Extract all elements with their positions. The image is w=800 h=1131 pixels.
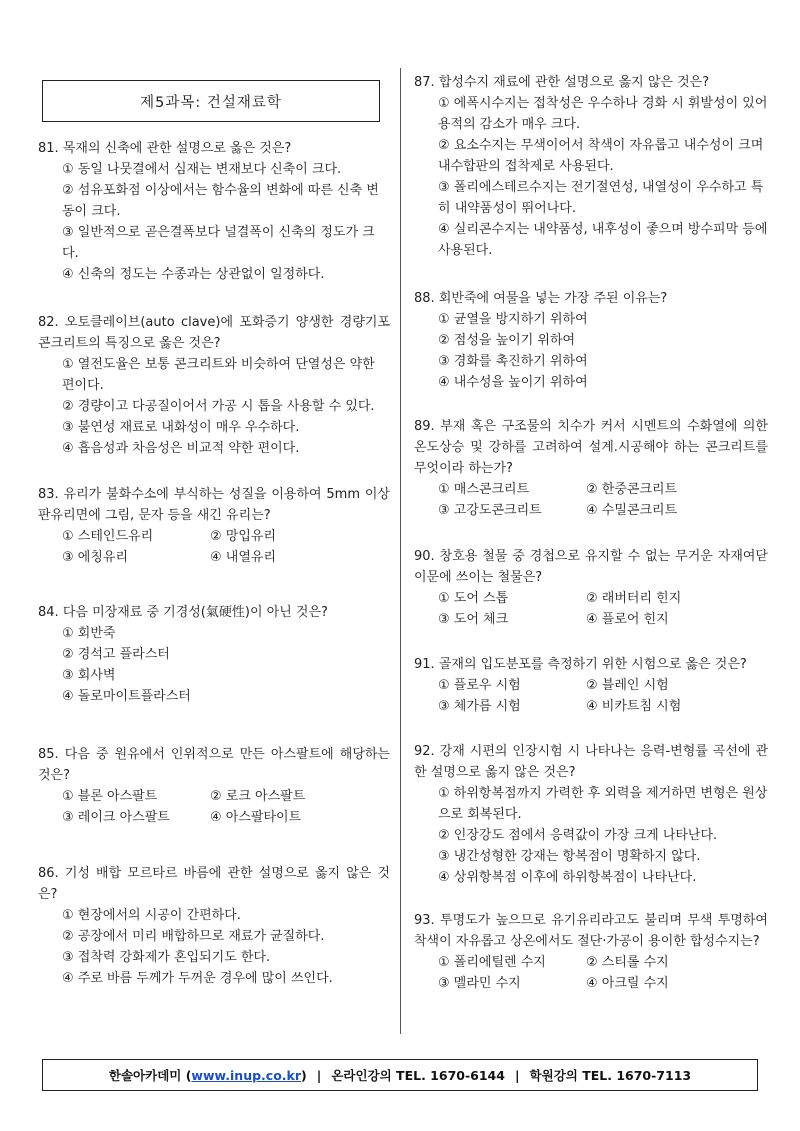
option[interactable]: ② 한중콘크리트 — [586, 482, 678, 497]
question-84: 84. 다음 미장재료 중 기경성(氣硬性)이 아닌 것은? ① 회반죽 ② 경석고 플라스터 ③ 회사벽 ④ 돌로마이트플라스터 — [38, 602, 390, 707]
question-text: 부재 혹은 구조물의 치수가 커서 시멘트의 수화열에 의한 온도상승 및 강하를 고려하여 설계.시공해야 하는 콘크리트를 무엇이라 하는가? — [414, 419, 768, 476]
option[interactable]: ① 동일 나뭇결에서 심재는 변재보다 신축이 크다. — [62, 162, 342, 177]
question-text: 목재의 신축에 관한 설명으로 옳은 것은? — [62, 141, 292, 156]
footer-academy: 한솔아카데미 — [108, 1068, 182, 1083]
question-text: 합성수지 재료에 관한 설명으로 옳지 않은 것은? — [438, 75, 710, 90]
option[interactable]: ① 블론 아스팔트 — [62, 789, 158, 804]
option[interactable]: ① 열전도율은 보통 콘크리트와 비슷하여 단열성은 약한 편이다. — [62, 357, 375, 393]
option[interactable]: ① 현장에서의 시공이 간편하다. — [62, 908, 241, 923]
question-text: 창호용 철물 중 경첩으로 유지할 수 없는 무거운 자재여닫이문에 쓰이는 철물은? — [414, 549, 768, 585]
question-92: 92. 강재 시편의 인장시험 시 나타나는 응력-변형률 곡선에 관한 설명으로 옳지 않은 것은? ① 하위항복점까지 가력한 후 외력을 제거하면 변형은 원상으로 회복된다. ② 인장강도 점에서 응력값이 가장 크게 나타난다. ③ 냉간성형한 강재는 항복점이 명확하지 않다. ④ 상위항복점 이후에 하위항복점이 나타난다. — [414, 741, 768, 888]
question-text: 다음 중 원유에서 인위적으로 만든 아스팔트에 해당하는 것은? — [38, 747, 390, 783]
option[interactable]: ④ 상위항복점 이후에 하위항복점이 나타난다. — [438, 870, 697, 885]
question-82: 82. 오토클레이브(auto clave)에 포화증기 양생한 경량기포콘크리트의 특징으로 옳은 것은? ① 열전도율은 보통 콘크리트와 비슷하여 단열성은 약한 편이다. ② 경량이고 다공질이어서 가공 시 톱을 사용할 수 있다. ③ 불연성 재료로 내화성이 매우 우수하다. ④ 흡음성과 차음성은 비교적 약한 편이다. — [38, 312, 390, 459]
footer-offline-phone: 학원강의 TEL. 1670-7113 — [529, 1068, 692, 1083]
option[interactable]: ④ 돌로마이트플라스터 — [62, 689, 191, 704]
option[interactable]: ② 망입유리 — [210, 529, 277, 544]
option[interactable]: ② 점성을 높이기 위하여 — [438, 333, 576, 348]
option[interactable]: ③ 체가름 시험 — [438, 699, 521, 714]
option[interactable]: ② 경석고 플라스터 — [62, 647, 170, 662]
question-text: 유리가 불화수소에 부식하는 성질을 이용하여 5mm 이상 판유리면에 그림, 문자 등을 새긴 유리는? — [38, 487, 390, 523]
option[interactable]: ① 회반죽 — [62, 626, 116, 641]
question-text: 기성 배합 모르타르 바름에 관한 설명으로 옳지 않은 것은? — [38, 866, 390, 902]
footer-separator: | — [316, 1067, 322, 1083]
option[interactable]: ④ 내열유리 — [210, 550, 277, 565]
option[interactable]: ③ 일반적으로 곧은결폭보다 널결폭이 신축의 정도가 크다. — [62, 225, 375, 261]
option[interactable]: ③ 고강도콘크리트 — [438, 503, 542, 518]
question-text: 오토클레이브(auto clave)에 포화증기 양생한 경량기포콘크리트의 특징으로 옳은 것은? — [38, 315, 390, 351]
option[interactable]: ② 블레인 시험 — [586, 678, 669, 693]
option[interactable]: ④ 수밀콘크리트 — [586, 503, 678, 518]
question-text: 회반죽에 여물을 넣는 가장 주된 이유는? — [438, 291, 668, 306]
footer-bar: 한솔아카데미 ( www.inup.co.kr ) | 온라인강의 TEL. 1670-6144 | 학원강의 TEL. 1670-7113 — [42, 1059, 758, 1091]
footer-separator: | — [514, 1067, 520, 1083]
option[interactable]: ② 공장에서 미리 배합하므로 재료가 균질하다. — [62, 929, 325, 944]
option[interactable]: ③ 멜라민 수지 — [438, 976, 521, 991]
question-86: 86. 기성 배합 모르타르 바름에 관한 설명으로 옳지 않은 것은? ① 현장에서의 시공이 간편하다. ② 공장에서 미리 배합하므로 재료가 균질하다. ③ 접착력 강화제가 혼입되기도 한다. ④ 주로 바름 두께가 두꺼운 경우에 많이 쓰인다. — [38, 863, 390, 989]
option[interactable]: ④ 플로어 힌지 — [586, 612, 669, 627]
option[interactable]: ① 폴리에틸렌 수지 — [438, 955, 546, 970]
option[interactable]: ③ 회사벽 — [62, 668, 116, 683]
option[interactable]: ④ 신축의 정도는 수종과는 상관없이 일정하다. — [62, 267, 325, 282]
option[interactable]: ① 균열을 방지하기 위하여 — [438, 312, 588, 327]
option[interactable]: ① 스테인드유리 — [62, 529, 154, 544]
option[interactable]: ① 매스콘크리트 — [438, 482, 530, 497]
question-90: 90. 창호용 철물 중 경첩으로 유지할 수 없는 무거운 자재여닫이문에 쓰이는 철물은? ① 도어 스톱 ② 래버터리 힌지 ③ 도어 체크 ④ 플로어 힌지 — [414, 546, 768, 630]
option[interactable]: ② 인장강도 점에서 응력값이 가장 크게 나타난다. — [438, 828, 718, 843]
footer-url-link[interactable]: www.inup.co.kr — [191, 1067, 302, 1083]
option[interactable]: ④ 주로 바름 두께가 두꺼운 경우에 많이 쓰인다. — [62, 971, 333, 986]
option[interactable]: ② 요소수지는 무색이어서 착색이 자유롭고 내수성이 크며 내수합판의 접착제로 사용된다. — [438, 138, 764, 174]
option[interactable]: ③ 불연성 재료로 내화성이 매우 우수하다. — [62, 420, 300, 435]
option[interactable]: ③ 냉간성형한 강재는 항복점이 명확하지 않다. — [438, 849, 701, 864]
option[interactable]: ④ 아스팔타이트 — [210, 810, 302, 825]
option[interactable]: ④ 실리콘수지는 내약품성, 내후성이 좋으며 방수피막 등에 사용된다. — [438, 222, 768, 258]
question-88: 88. 회반죽에 여물을 넣는 가장 주된 이유는? ① 균열을 방지하기 위하여 ② 점성을 높이기 위하여 ③ 경화를 촉진하기 위하여 ④ 내수성을 높이기 위하여 — [414, 288, 768, 393]
option[interactable]: ④ 아크릴 수지 — [586, 976, 669, 991]
question-83: 83. 유리가 불화수소에 부식하는 성질을 이용하여 5mm 이상 판유리면에 그림, 문자 등을 새긴 유리는? ① 스테인드유리 ② 망입유리 ③ 에칭유리 ④ 내열유리 — [38, 484, 390, 568]
option[interactable]: ③ 도어 체크 — [438, 612, 509, 627]
question-91: 91. 골재의 입도분포를 측정하기 위한 시험으로 옳은 것은? ① 플로우 시험 ② 블레인 시험 ③ 체가름 시험 ④ 비카트침 시험 — [414, 654, 768, 717]
question-85: 85. 다음 중 원유에서 인위적으로 만든 아스팔트에 해당하는 것은? ① 블론 아스팔트 ② 로크 아스팔트 ③ 레이크 아스팔트 ④ 아스팔타이트 — [38, 744, 390, 828]
option[interactable]: ① 도어 스톱 — [438, 591, 509, 606]
option[interactable]: ② 래버터리 힌지 — [586, 591, 682, 606]
option[interactable]: ③ 경화를 촉진하기 위하여 — [438, 354, 588, 369]
option[interactable]: ① 플로우 시험 — [438, 678, 521, 693]
question-93: 93. 투명도가 높으므로 유기유리라고도 불리며 무색 투명하여 착색이 자유롭고 상온에서도 절단·가공이 용이한 합성수지는? ① 폴리에틸렌 수지 ② 스티롤 수지 ③ 멜라민 수지 ④ 아크릴 수지 — [414, 910, 768, 994]
option[interactable]: ③ 접착력 강화제가 혼입되기도 한다. — [62, 950, 271, 965]
question-text: 투명도가 높으므로 유기유리라고도 불리며 무색 투명하여 착색이 자유롭고 상온에서도 절단·가공이 용이한 합성수지는? — [414, 913, 768, 949]
column-divider — [400, 68, 401, 1034]
question-81: 81. 목재의 신축에 관한 설명으로 옳은 것은? ① 동일 나뭇결에서 심재는 변재보다 신축이 크다. ② 섬유포화점 이상에서는 함수율의 변화에 따른 신축 변동이 크다. ③ 일반적으로 곧은결폭보다 널결폭이 신축의 정도가 크다. ④ 신축의 정도는 수종과는 상관없이 일정하다. — [38, 138, 390, 285]
option[interactable]: ① 에폭시수지는 접착성은 우수하나 경화 시 휘발성이 있어 용적의 감소가 매우 크다. — [438, 96, 768, 132]
option[interactable]: ① 하위항복점까지 가력한 후 외력을 제거하면 변형은 원상으로 회복된다. — [438, 786, 768, 822]
section-title: 제5과목: 건설재료학 — [42, 80, 380, 122]
option[interactable]: ② 섬유포화점 이상에서는 함수율의 변화에 따른 신축 변동이 크다. — [62, 183, 379, 219]
option[interactable]: ③ 폴리에스테르수지는 전기절연성, 내열성이 우수하고 특히 내약품성이 뛰어나다. — [438, 180, 764, 216]
option[interactable]: ④ 비카트침 시험 — [586, 699, 682, 714]
option[interactable]: ② 로크 아스팔트 — [210, 789, 306, 804]
option[interactable]: ④ 내수성을 높이기 위하여 — [438, 375, 588, 390]
option[interactable]: ③ 레이크 아스팔트 — [62, 810, 170, 825]
option[interactable]: ③ 에칭유리 — [62, 550, 129, 565]
option[interactable]: ② 스티롤 수지 — [586, 955, 669, 970]
question-87: 87. 합성수지 재료에 관한 설명으로 옳지 않은 것은? ① 에폭시수지는 접착성은 우수하나 경화 시 휘발성이 있어 용적의 감소가 매우 크다. ② 요소수지는 무색이어서 착색이 자유롭고 내수성이 크며 내수합판의 접착제로 사용된다. ③ 폴리에스테르수지는 전기절연성, 내열성이 우수하고 특히 내약품성이 뛰어나다. ④ 실리콘수지는 내약품성, 내후성이 좋으며 방수피막 등에 사용된다. — [414, 72, 768, 261]
question-89: 89. 부재 혹은 구조물의 치수가 커서 시멘트의 수화열에 의한 온도상승 및 강하를 고려하여 설계.시공해야 하는 콘크리트를 무엇이라 하는가? ① 매스콘크리트 ② 한중콘크리트 ③ 고강도콘크리트 ④ 수밀콘크리트 — [414, 416, 768, 521]
question-text: 다음 미장재료 중 기경성(氣硬性)이 아닌 것은? — [62, 605, 328, 620]
question-text: 골재의 입도분포를 측정하기 위한 시험으로 옳은 것은? — [438, 657, 747, 672]
option[interactable]: ② 경량이고 다공질이어서 가공 시 톱을 사용할 수 있다. — [62, 399, 375, 414]
question-text: 강재 시편의 인장시험 시 나타나는 응력-변형률 곡선에 관한 설명으로 옳지 않은 것은? — [414, 744, 769, 780]
option[interactable]: ④ 흡음성과 차음성은 비교적 약한 편이다. — [62, 441, 300, 456]
footer-online-phone: 온라인강의 TEL. 1670-6144 — [331, 1068, 505, 1083]
